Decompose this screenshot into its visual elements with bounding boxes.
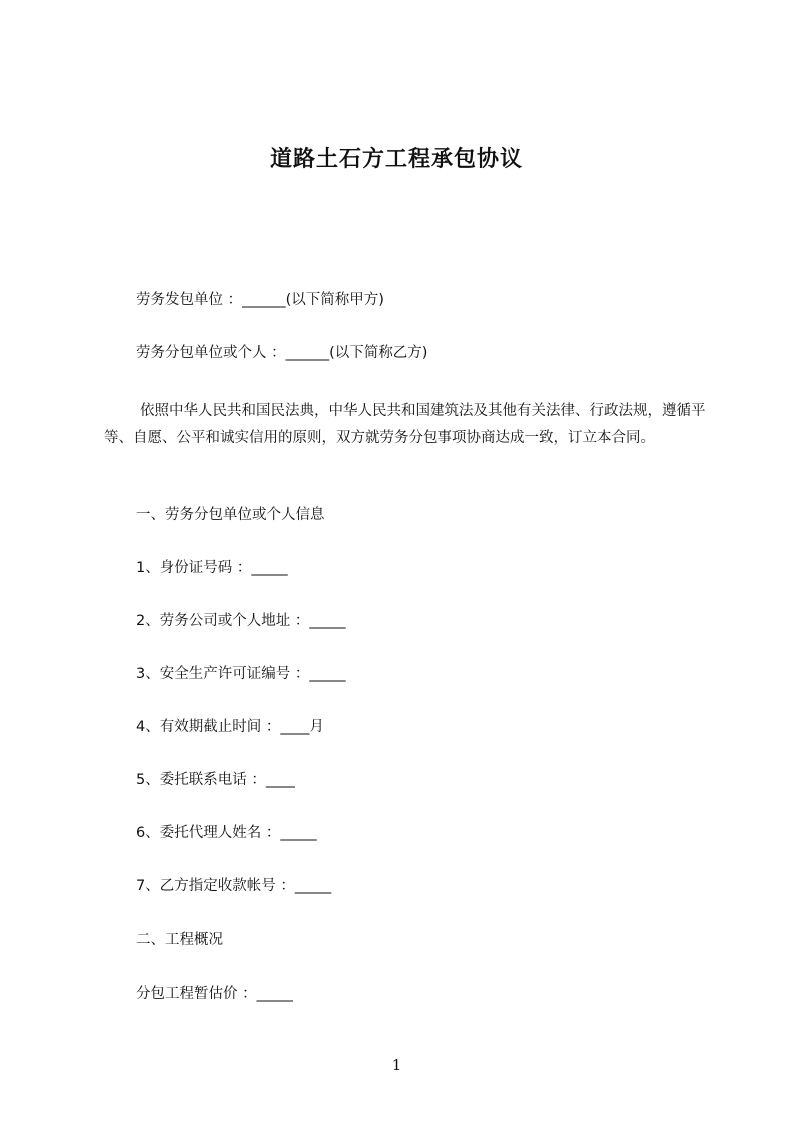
agent-name-field: 6、委托代理人姓名 ：_____ [136,825,317,841]
bank-account-field: 7、乙方指定收款帐号 ：_____ [136,878,332,894]
party-b-line: 劳务分包单位或个人 ：______(以下简称乙方) [136,345,428,361]
validity-date-field: 4、有效期截止时间 ：____月 [136,719,324,735]
safety-license-field: 3、安全生产许可证编号 ：_____ [136,666,346,682]
party-a-line: 劳务发包单位 ：______(以下简称甲方) [136,292,384,308]
section2-heading: 二、工程概况 [136,932,223,948]
section1-heading: 一、劳务分包单位或个人信息 [136,507,325,523]
intro-paragraph: 依照中华人民共和国民法典，中华人民共和国建筑法及其他有关法律、行政法规，遵循平等、自愿、公平和诚实信用的原则，双方就劳务分包事项协商达成一致，订立本合同。 [104,403,706,446]
page-number: 1 [391,1056,402,1074]
id-number-field: 1、身份证号码 ：_____ [136,560,288,576]
address-field: 2、劳务公司或个人地址 ：_____ [136,613,346,629]
document-title: 道路土石方工程承包协议 [269,147,523,172]
estimated-price-field: 分包工程暂估价 ：_____ [136,986,293,1002]
contact-phone-field: 5、委托联系电话 ：____ [136,772,295,788]
